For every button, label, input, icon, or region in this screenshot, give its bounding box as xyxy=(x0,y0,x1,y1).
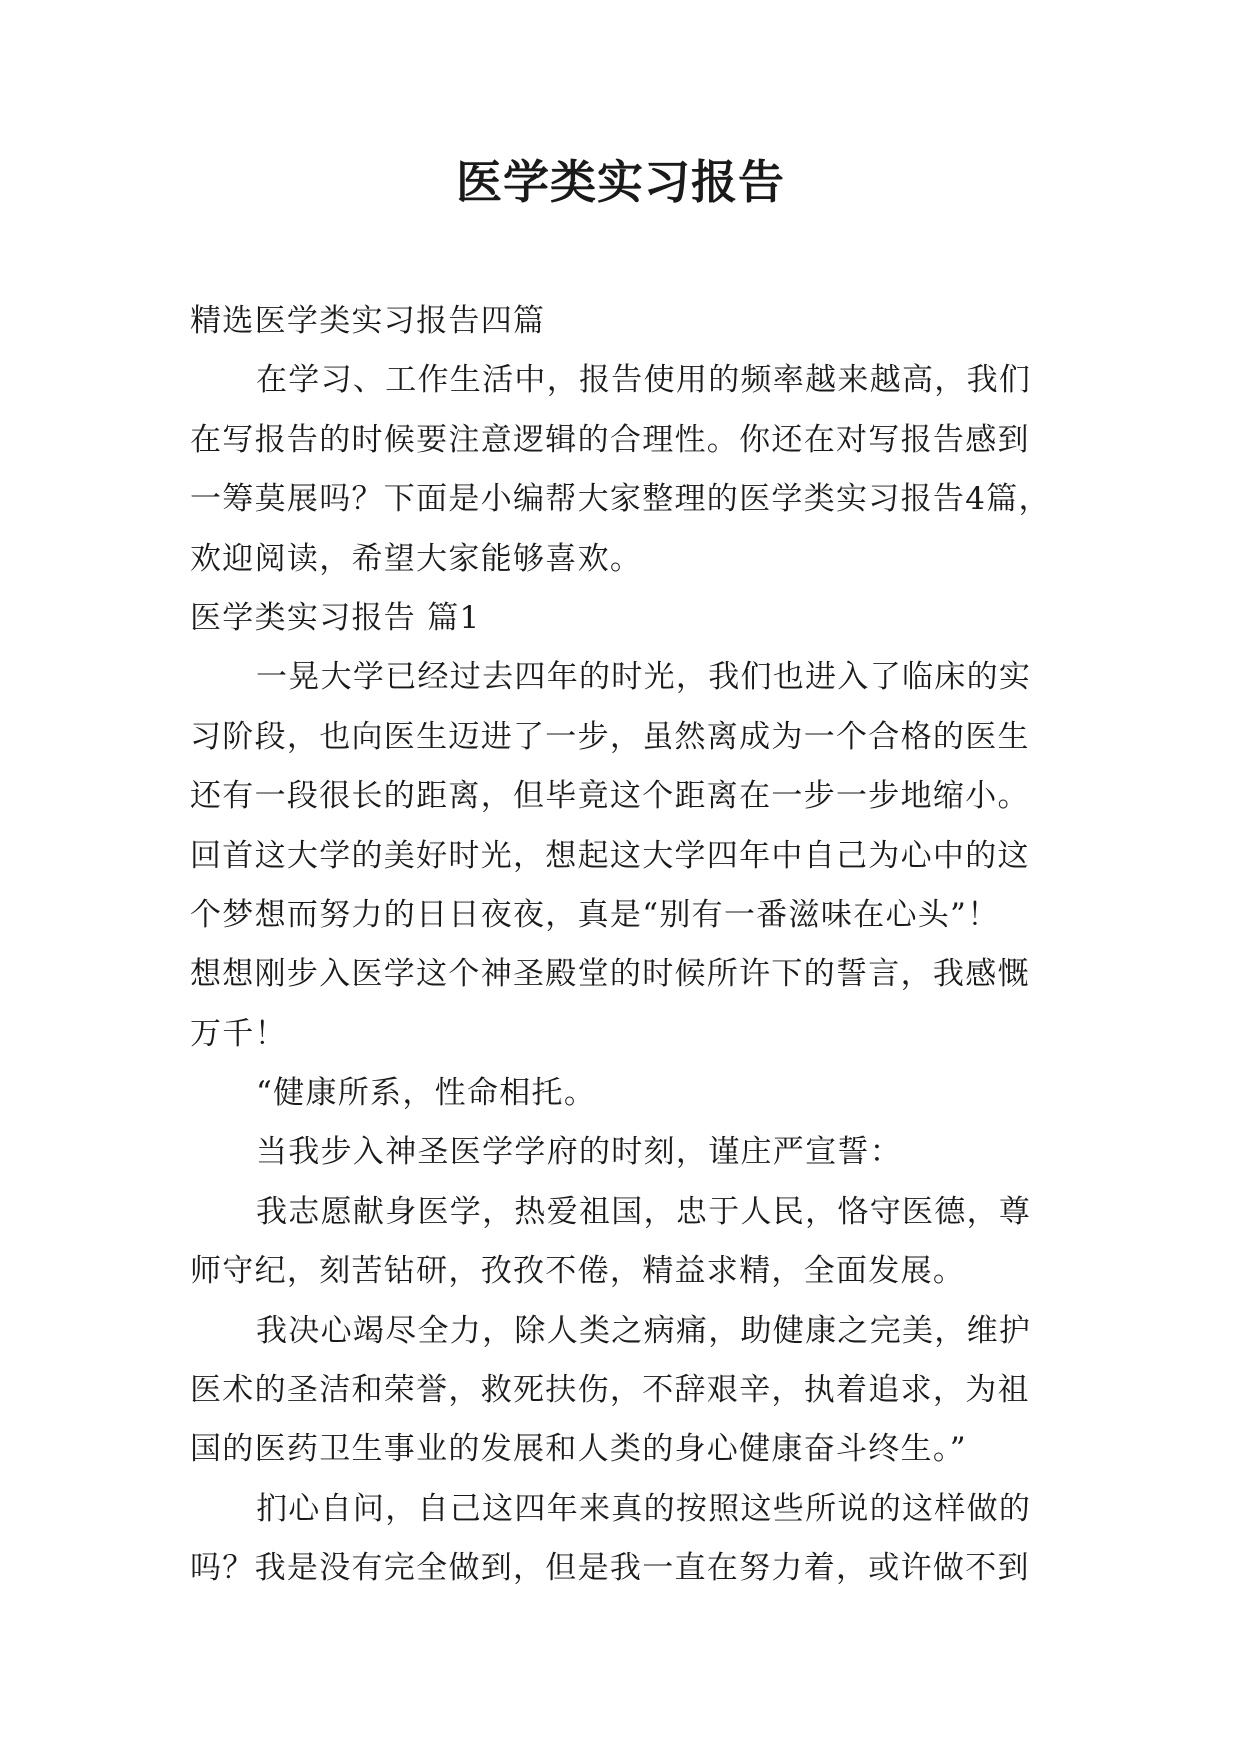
document-title: 医学类实习报告 xyxy=(456,155,785,209)
text-line: 还有一段很长的距离，但毕竟这个距离在一步一步地缩小。 xyxy=(190,778,1030,815)
text-line: 医学类实习报告 篇1 xyxy=(190,599,481,636)
text-line: 吗？我是没有完全做到，但是我一直在努力着，或许做不到 xyxy=(190,1550,1030,1587)
text-line: 在学习、工作生活中，报告使用的频率越来越高，我们 xyxy=(256,362,1032,399)
text-line: 一筹莫展吗？下面是小编帮大家整理的医学类实习报告4篇， xyxy=(190,481,1051,518)
text-line: “健康所系，性命相托。 xyxy=(256,1075,597,1112)
text-line: 我决心竭尽全力，除人类之病痛，助健康之完美，维护 xyxy=(256,1312,1032,1349)
text-line: 想想刚步入医学这个神圣殿堂的时候所许下的誓言，我感慨 xyxy=(190,956,1030,993)
text-line: 扪心自问，自己这四年来真的按照这些所说的这样做的 xyxy=(256,1490,1032,1527)
text-line: 师守纪，刻苦钻研，孜孜不倦，精益求精，全面发展。 xyxy=(190,1253,966,1290)
text-line: 精选医学类实习报告四篇 xyxy=(190,303,546,339)
text-line: 欢迎阅读，希望大家能够喜欢。 xyxy=(190,540,643,577)
text-line: 一晃大学已经过去四年的时光，我们也进入了临床的实 xyxy=(256,659,1032,696)
text-line: 个梦想而努力的日日夜夜，真是“别有一番滋味在心头”！ xyxy=(190,896,1000,933)
text-line: 在写报告的时候要注意逻辑的合理性。你还在对写报告感到 xyxy=(190,421,1030,458)
text-line: 当我步入神圣医学学府的时刻，谨庄严宣誓： xyxy=(256,1134,902,1171)
text-line: 万千！ xyxy=(190,1015,287,1052)
text-line: 回首这大学的美好时光，想起这大学四年中自己为心中的这 xyxy=(190,837,1030,874)
text-line: 我志愿献身医学，热爱祖国，忠于人民，恪守医德，尊 xyxy=(256,1193,1032,1230)
document-body xyxy=(190,292,1050,1599)
text-line: 习阶段，也向医生迈进了一步，虽然离成为一个合格的医生 xyxy=(190,718,1030,755)
text-line: 国的医药卫生事业的发展和人类的身心健康奋斗终生。” xyxy=(190,1431,967,1468)
text-line: 医术的圣洁和荣誉，救死扶伤，不辞艰辛，执着追求，为祖 xyxy=(190,1372,1030,1409)
